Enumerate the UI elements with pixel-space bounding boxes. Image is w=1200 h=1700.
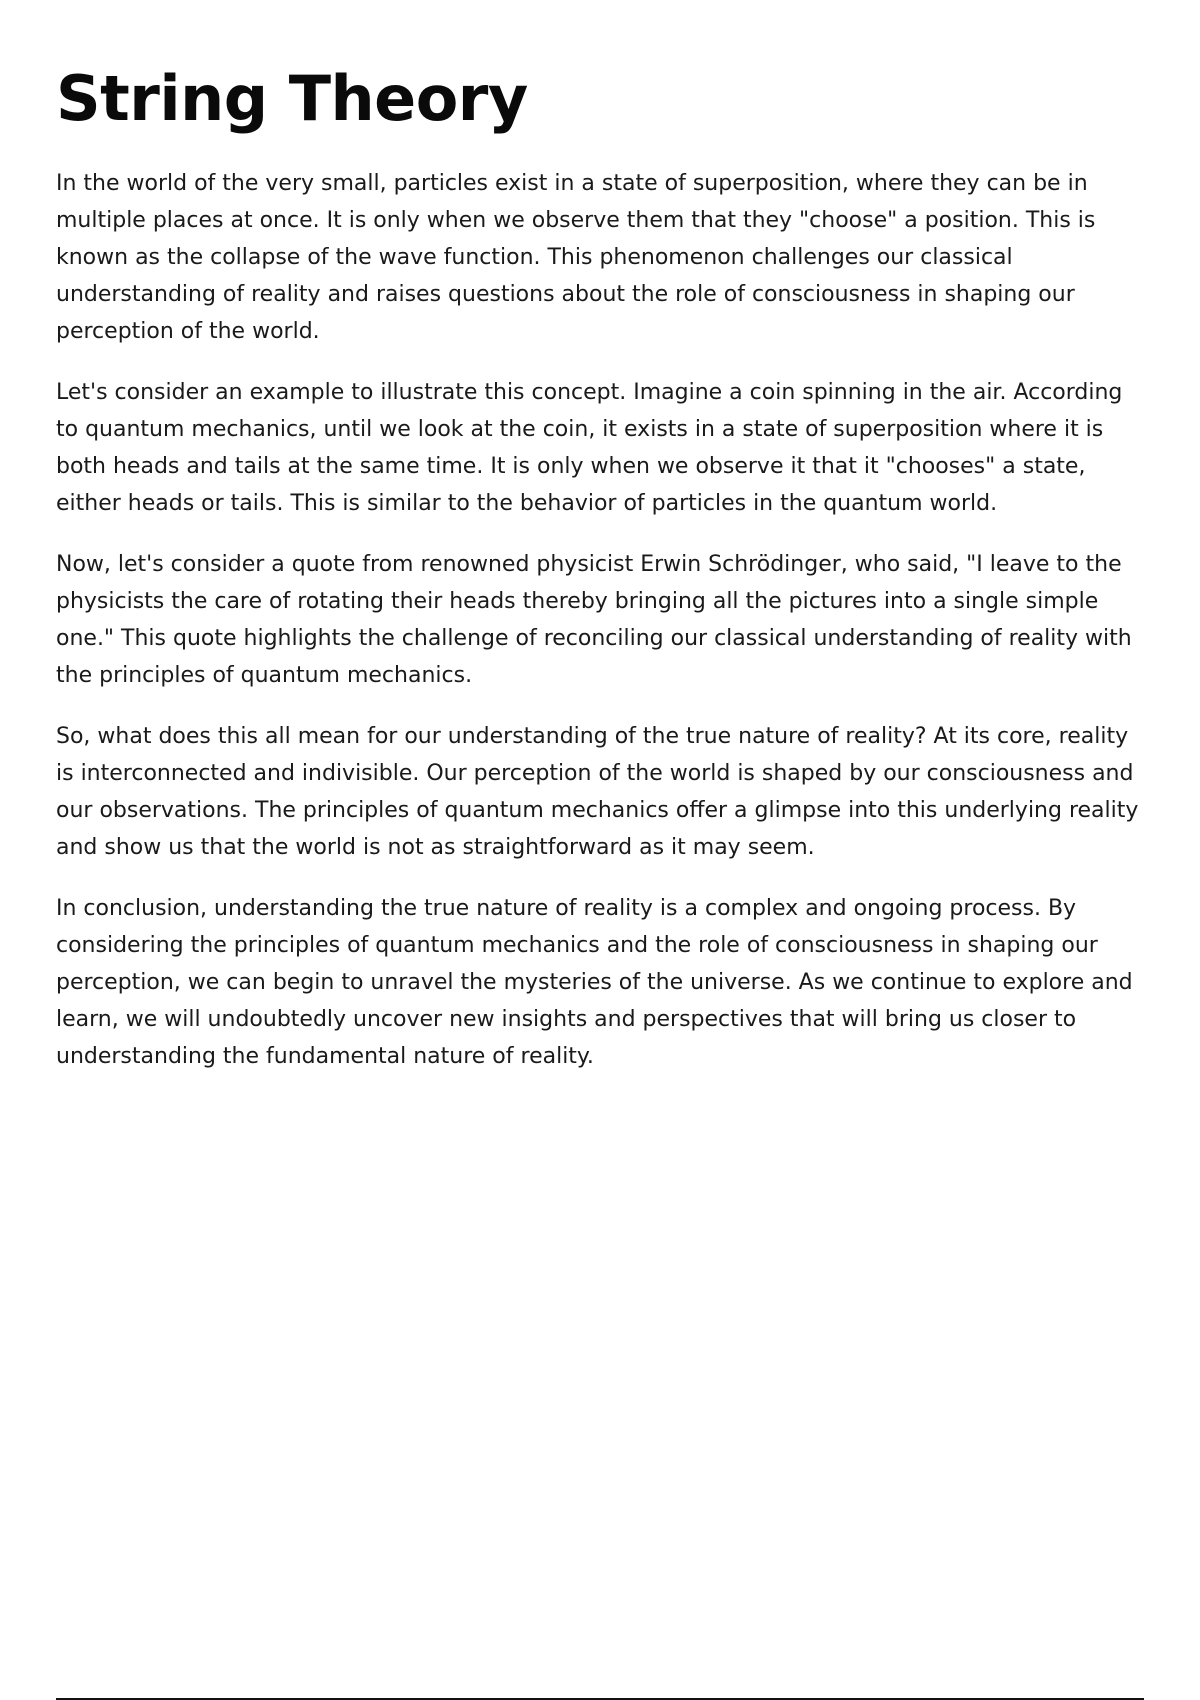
- paragraph-4: So, what does this all mean for our understanding of the true nature of reality? At its core, reality is interconnected and indivisible. Our perception of the world is shaped by our consciousness and our observations. The principles of quantum mechanics offer a glimpse into this underlying reality and show us that the world is not as straightforward as it may seem.: [56, 724, 1139, 861]
- paragraph-1: In the world of the very small, particles exist in a state of superposition, where they can be in multiple places at once. It is only when we observe them that they "choose" a position. This is known as the collapse of the wave function. This phenomenon challenges our classical understanding of reality and raises questions about the role of consciousness in shaping our perception of the world.: [56, 171, 1096, 345]
- article-body: [56, 165, 1144, 1075]
- paragraph-5: In conclusion, understanding the true nature of reality is a complex and ongoing process. By considering the principles of quantum mechanics and the role of consciousness in shaping our perception, we can begin to unravel the mysteries of the universe. As we continue to explore and learn, we will undoubtedly uncover new insights and perspectives that will bring us closer to understanding the fundamental nature of reality.: [56, 896, 1133, 1070]
- page-title: String Theory: [56, 62, 528, 135]
- paragraph-3: Now, let's consider a quote from renowned physicist Erwin Schrödinger, who said, "I leave to the physicists the care of rotating their heads thereby bringing all the pictures into a single simple one." This quote highlights the challenge of reconciling our classical understanding of reality with the principles of quantum mechanics.: [56, 552, 1132, 689]
- paragraph-2: Let's consider an example to illustrate this concept. Imagine a coin spinning in the air. According to quantum mechanics, until we look at the coin, it exists in a state of superposition where it is both heads and tails at the same time. It is only when we observe it that it "chooses" a state, either heads or tails. This is similar to the behavior of particles in the quantum world.: [56, 380, 1123, 517]
